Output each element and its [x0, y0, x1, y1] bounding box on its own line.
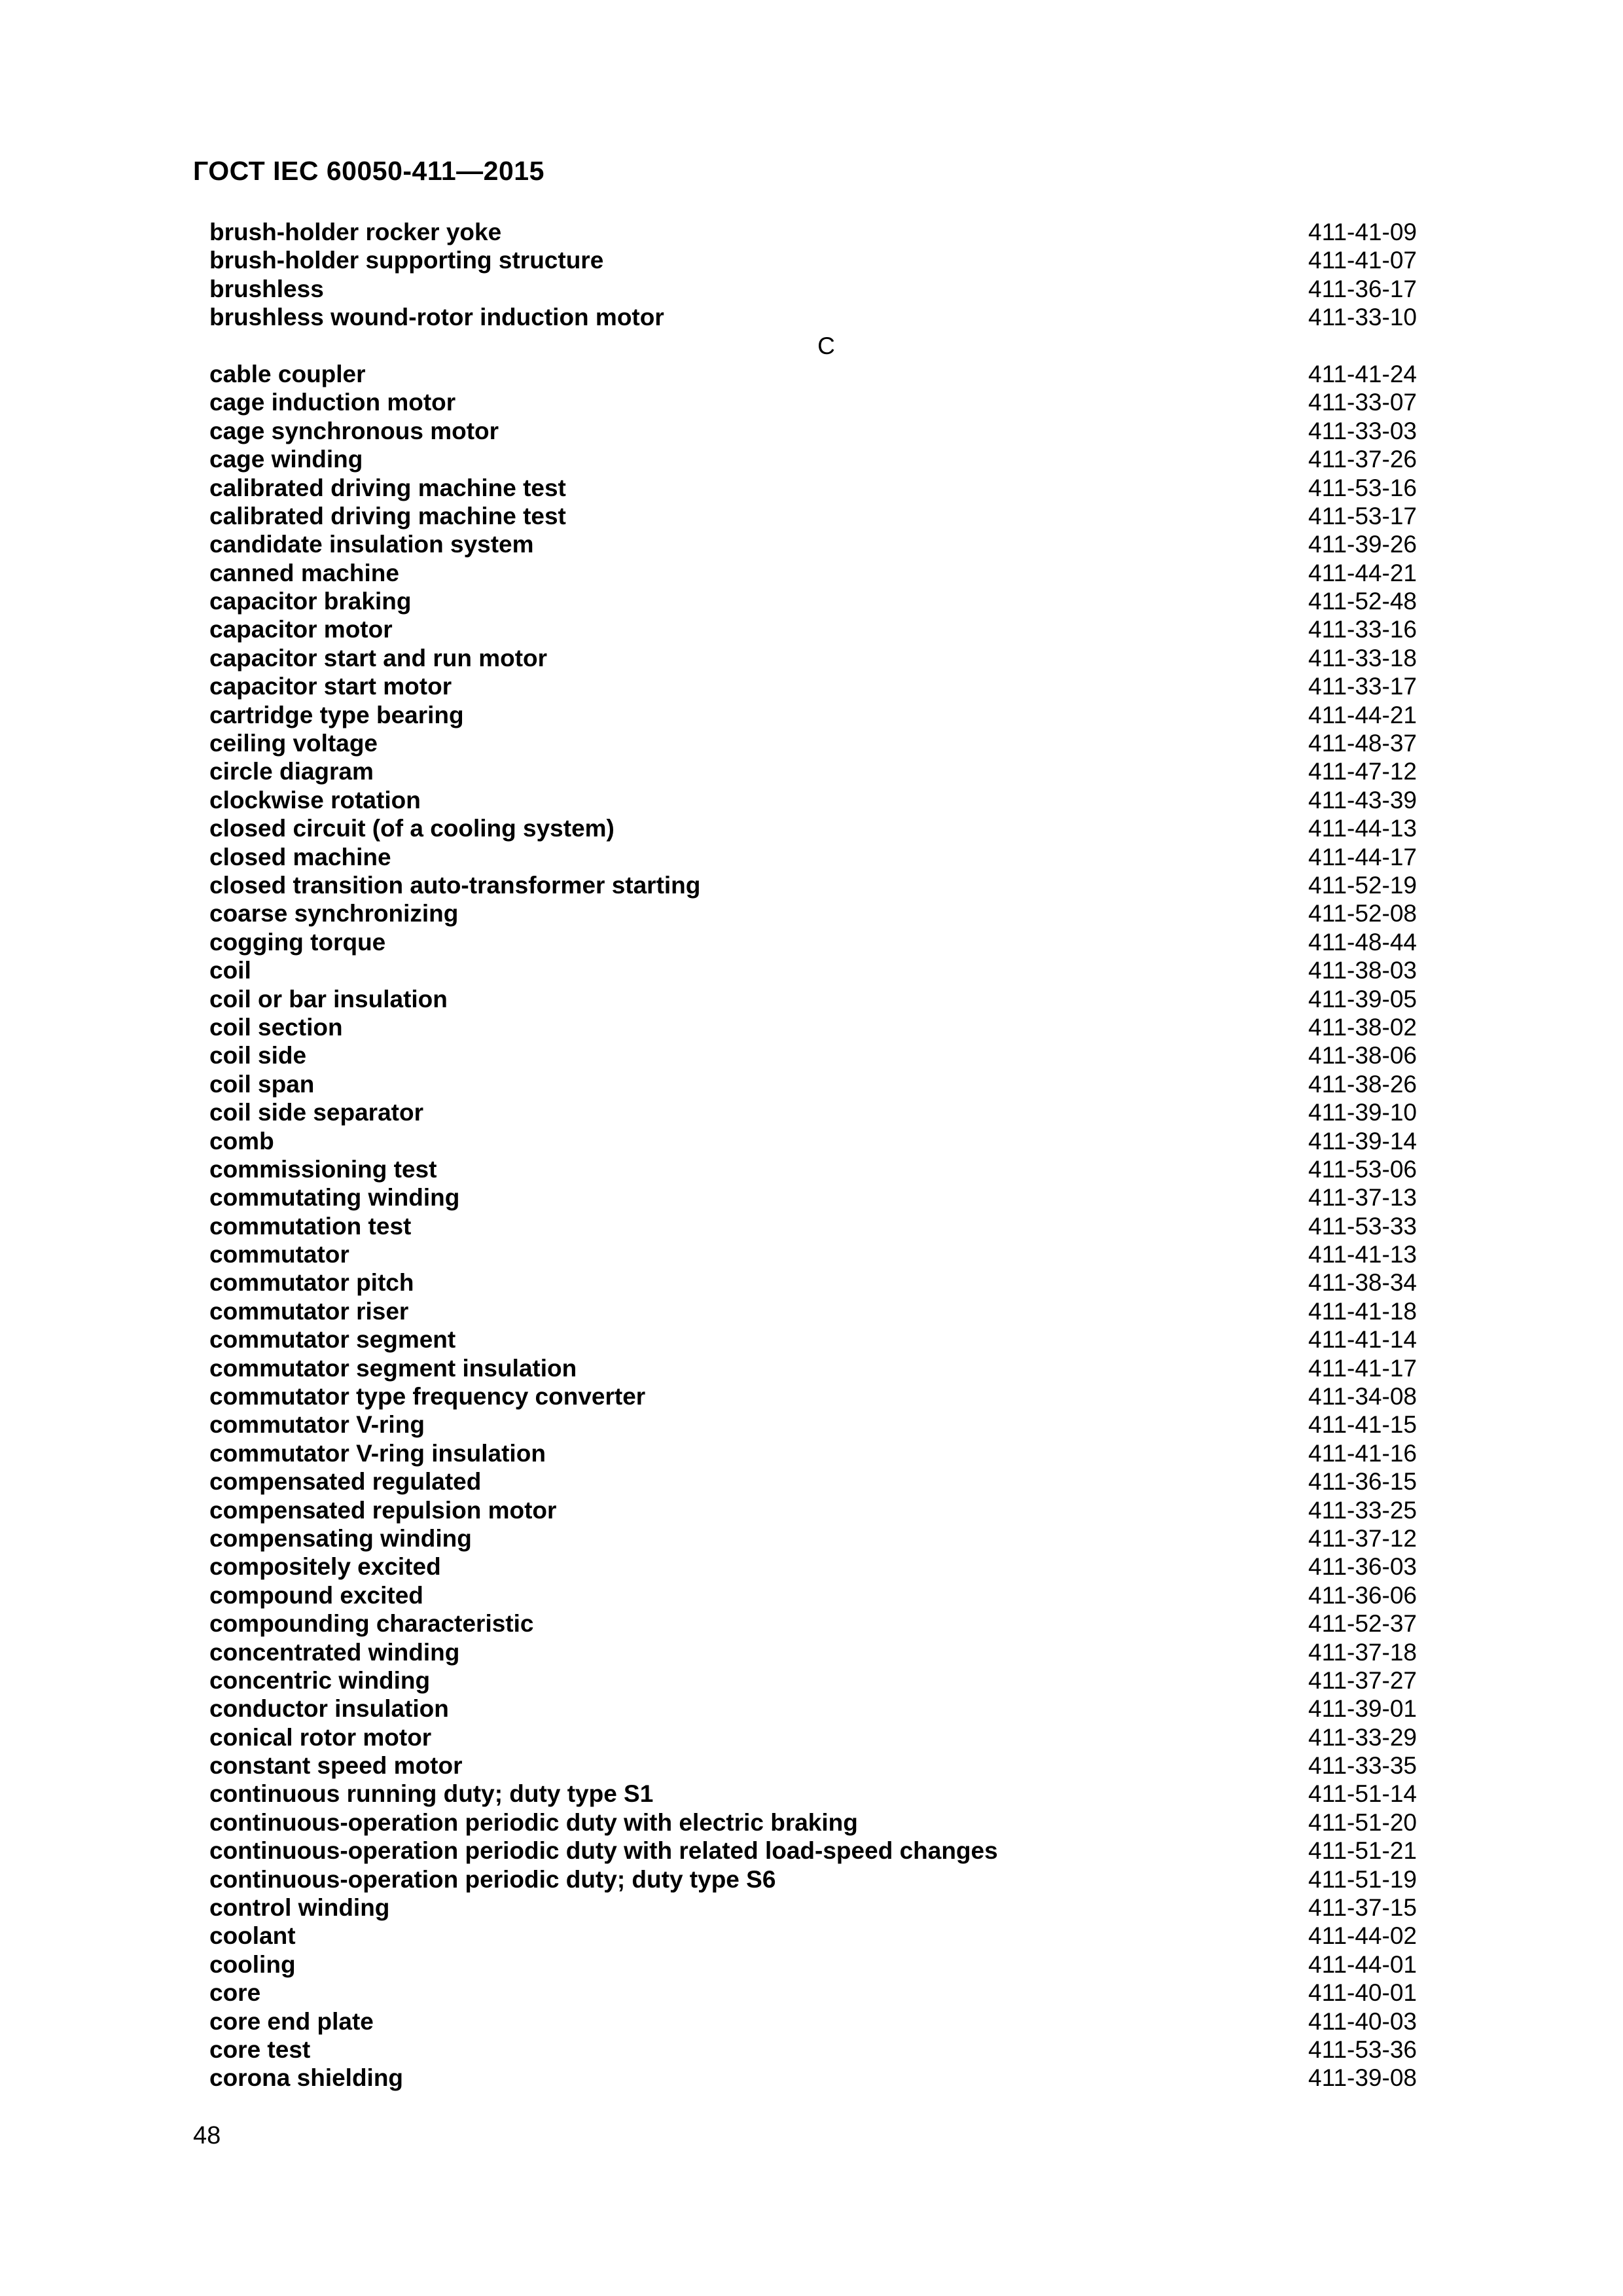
index-term: control winding [209, 1894, 390, 1922]
index-entry [209, 644, 1417, 672]
index-entry [209, 1723, 1417, 1751]
index-term: corona shielding [209, 2064, 404, 2092]
index-code: 411-41-14 [1308, 1326, 1417, 1354]
index-term: calibrated driving machine test [209, 502, 566, 529]
index-term: capacitor motor [209, 616, 393, 643]
index-term: calibrated driving machine test [209, 474, 566, 501]
index-term: cogging torque [209, 928, 386, 956]
index-entry [209, 1013, 1417, 1041]
index-code: 411-52-48 [1308, 588, 1417, 615]
index-entry [209, 1183, 1417, 1211]
index-code: 411-51-19 [1308, 1865, 1417, 1893]
index-entry [209, 1950, 1417, 1979]
index-entry [209, 417, 1417, 445]
index-code: 411-39-01 [1308, 1695, 1417, 1723]
index-code: 411-53-36 [1308, 2036, 1417, 2063]
index-term: brushless [209, 275, 324, 302]
index-entry [209, 1922, 1417, 1950]
index-term: cable coupler [209, 360, 366, 387]
index-code: 411-44-17 [1308, 843, 1417, 870]
index-term: constant speed motor [209, 1752, 463, 1780]
index-entry [209, 1410, 1417, 1439]
index-term: commutator segment [209, 1326, 456, 1354]
index-entry [209, 1212, 1417, 1240]
index-entry [209, 1496, 1417, 1524]
index-code: 411-44-02 [1308, 1922, 1417, 1950]
index-term: compound excited [209, 1581, 423, 1609]
index-entry [209, 218, 1417, 246]
index-code: 411-39-10 [1308, 1099, 1417, 1126]
index-entry [209, 1751, 1417, 1780]
index-code: 411-37-12 [1308, 1524, 1417, 1552]
index-code: 411-38-03 [1308, 957, 1417, 984]
index-code: 411-38-02 [1308, 1013, 1417, 1041]
document-header: ГОСТ IEC 60050-411—2015 [193, 156, 544, 186]
index-entry [209, 956, 1417, 984]
index-entry [209, 1155, 1417, 1183]
index-term: coil or bar insulation [209, 985, 448, 1013]
index-entry [209, 2007, 1417, 2036]
index-entry [209, 729, 1417, 757]
index-entry [209, 899, 1417, 927]
index-code: 411-53-33 [1308, 1212, 1417, 1240]
index-code: 411-39-26 [1308, 531, 1417, 558]
index-code: 411-51-20 [1308, 1808, 1417, 1836]
index-entry [209, 559, 1417, 587]
index-term: capacitor braking [209, 588, 412, 615]
index-term: coil span [209, 1070, 315, 1098]
index-term: comb [209, 1127, 274, 1155]
index-code: 411-33-16 [1308, 616, 1417, 643]
index-entry [209, 1098, 1417, 1126]
index-entry [209, 1240, 1417, 1268]
index-entry [209, 1524, 1417, 1552]
index-code: 411-39-05 [1308, 985, 1417, 1013]
index-term: core end plate [209, 2007, 374, 2035]
index-code: 411-36-06 [1308, 1581, 1417, 1609]
index-term: cage winding [209, 446, 363, 473]
index-term: continuous-operation periodic duty with electric braking [209, 1808, 858, 1836]
index-code: 411-44-01 [1308, 1950, 1417, 1978]
index-code: 411-33-25 [1308, 1496, 1417, 1524]
index-term: commissioning test [209, 1155, 437, 1183]
index-code: 411-41-16 [1308, 1439, 1417, 1467]
index-term: commutation test [209, 1212, 412, 1240]
index-code: 411-33-18 [1308, 644, 1417, 672]
index-term: brush-holder supporting structure [209, 247, 604, 274]
index-term: commutator segment insulation [209, 1354, 577, 1382]
index-term: commutator [209, 1241, 349, 1268]
index-term: compensated repulsion motor [209, 1496, 557, 1524]
index-entry [209, 1837, 1417, 1865]
index-code: 411-47-12 [1308, 758, 1417, 785]
index-code: 411-53-06 [1308, 1155, 1417, 1183]
index-entry [209, 1354, 1417, 1382]
index-code: 411-41-09 [1308, 219, 1417, 245]
index-entry [209, 1439, 1417, 1467]
index-entry [209, 474, 1417, 502]
index-code: 411-44-21 [1308, 559, 1417, 586]
index-entry [209, 757, 1417, 785]
index-entry [209, 1865, 1417, 1893]
index-entry [209, 530, 1417, 558]
index-term: closed machine [209, 843, 391, 870]
index-entry [209, 1808, 1417, 1837]
index-code: 411-37-13 [1308, 1184, 1417, 1211]
index-entry [209, 786, 1417, 814]
index-code: 411-52-19 [1308, 871, 1417, 899]
index-entry [209, 388, 1417, 416]
index-term: capacitor start motor [209, 673, 452, 700]
index-entry [209, 275, 1417, 303]
index-entry [209, 1127, 1417, 1155]
index-code: 411-33-10 [1308, 304, 1417, 331]
index-term: closed transition auto-transformer starting [209, 871, 701, 899]
index-term: circle diagram [209, 758, 374, 785]
index-code: 411-36-03 [1308, 1553, 1417, 1581]
section-letter: C [817, 332, 835, 359]
index-term: coil side [209, 1042, 307, 1069]
index-entry [209, 928, 1417, 956]
index-code: 411-37-26 [1308, 446, 1417, 473]
index-entry [209, 672, 1417, 700]
index-entry [209, 1695, 1417, 1723]
index-code: 411-51-21 [1308, 1837, 1417, 1865]
index-term: candidate insulation system [209, 531, 534, 558]
index-code: 411-53-16 [1308, 474, 1417, 501]
index-entry [209, 1979, 1417, 2007]
index-code: 411-41-15 [1308, 1411, 1417, 1439]
index-term: continuous running duty; duty type S1 [209, 1780, 654, 1808]
index-code: 411-51-14 [1308, 1780, 1417, 1808]
index-entry [209, 360, 1417, 388]
index-code: 411-44-13 [1308, 815, 1417, 842]
page-number: 48 [193, 2122, 221, 2149]
index-term: commutator type frequency converter [209, 1383, 646, 1410]
index-entry [209, 1041, 1417, 1069]
index-entry [209, 2064, 1417, 2092]
index-code: 411-36-15 [1308, 1468, 1417, 1496]
index-term: clockwise rotation [209, 786, 421, 814]
index-term: ceiling voltage [209, 730, 378, 757]
index-term: commutating winding [209, 1184, 460, 1211]
index-term: coil [209, 957, 251, 984]
index-entry [209, 843, 1417, 871]
index-term: commutator V-ring [209, 1411, 425, 1439]
index-entry [209, 1325, 1417, 1354]
index-entry [209, 871, 1417, 899]
index-code: 411-33-29 [1308, 1723, 1417, 1751]
index-entry [209, 1268, 1417, 1297]
index-code: 411-40-03 [1308, 2007, 1417, 2035]
index-code: 411-33-35 [1308, 1752, 1417, 1780]
index-term: conical rotor motor [209, 1723, 432, 1751]
index-code: 411-39-14 [1308, 1127, 1417, 1155]
index-code: 411-41-07 [1308, 247, 1417, 274]
index-entry [209, 1638, 1417, 1666]
index-code: 411-41-18 [1308, 1297, 1417, 1325]
index-entry [209, 1070, 1417, 1098]
index-code: 411-34-08 [1308, 1383, 1417, 1410]
index-entry [209, 701, 1417, 729]
index-code: 411-36-17 [1308, 275, 1417, 302]
index-term: core [209, 1979, 261, 2007]
index-code: 411-43-39 [1308, 786, 1417, 814]
index-entry [209, 1893, 1417, 1922]
index-entry [209, 502, 1417, 530]
index-code: 411-52-37 [1308, 1610, 1417, 1638]
index-entry [209, 1609, 1417, 1638]
index-term: concentrated winding [209, 1638, 460, 1666]
index-entry [209, 1552, 1417, 1581]
index-term: compensating winding [209, 1524, 472, 1552]
index-entry [209, 1780, 1417, 1808]
index-code: 411-39-08 [1308, 2064, 1417, 2092]
index-entry [209, 1581, 1417, 1609]
index-code: 411-53-17 [1308, 502, 1417, 529]
index-code: 411-37-27 [1308, 1666, 1417, 1694]
index-code: 411-41-17 [1308, 1354, 1417, 1382]
index-term: coil section [209, 1013, 343, 1041]
index-entry [209, 1467, 1417, 1496]
index-code: 411-37-15 [1308, 1894, 1417, 1922]
index-term: compositely excited [209, 1553, 441, 1581]
index-term: coolant [209, 1922, 296, 1950]
index-entry [209, 1382, 1417, 1410]
index-code: 411-33-07 [1308, 389, 1417, 416]
index-term: compensated regulated [209, 1468, 482, 1496]
index-term: canned machine [209, 559, 399, 586]
index-term: closed circuit (of a cooling system) [209, 815, 615, 842]
index-term: continuous-operation periodic duty with related load-speed changes [209, 1837, 998, 1865]
index-code: 411-48-44 [1308, 928, 1417, 956]
index-entry [209, 985, 1417, 1013]
index-term: conductor insulation [209, 1695, 449, 1723]
index-code: 411-37-18 [1308, 1638, 1417, 1666]
index-code: 411-44-21 [1308, 701, 1417, 728]
index-term: concentric winding [209, 1666, 431, 1694]
index-code: 411-41-24 [1308, 360, 1417, 387]
index-code: 411-38-26 [1308, 1070, 1417, 1098]
index-term: brushless wound-rotor induction motor [209, 304, 664, 331]
index-term: core test [209, 2036, 311, 2063]
index-code: 411-38-06 [1308, 1042, 1417, 1069]
index-code: 411-38-34 [1308, 1269, 1417, 1297]
index-entry [209, 1297, 1417, 1325]
index-entry [209, 587, 1417, 615]
index-entry [209, 2036, 1417, 2064]
index-term: compounding characteristic [209, 1610, 534, 1638]
index-entry [209, 303, 1417, 331]
index-term: cooling [209, 1950, 296, 1978]
index-term: coarse synchronizing [209, 900, 459, 927]
index-code: 411-33-03 [1308, 417, 1417, 444]
index-term: cage induction motor [209, 389, 456, 416]
index-term: coil side separator [209, 1099, 423, 1126]
index-term: brush-holder rocker yoke [209, 219, 502, 245]
index-term: continuous-operation periodic duty; duty type S6 [209, 1865, 776, 1893]
index-entry [209, 445, 1417, 473]
index-code: 411-52-08 [1308, 900, 1417, 927]
index-entry [209, 1666, 1417, 1695]
index-term: commutator pitch [209, 1269, 414, 1297]
index-entry [209, 814, 1417, 842]
index-term: capacitor start and run motor [209, 644, 548, 672]
index-code: 411-48-37 [1308, 730, 1417, 757]
index-term: commutator riser [209, 1297, 409, 1325]
term-index-list [209, 218, 1417, 2092]
index-entry [209, 615, 1417, 643]
index-term: commutator V-ring insulation [209, 1439, 546, 1467]
index-term: cartridge type bearing [209, 701, 464, 728]
index-term: cage synchronous motor [209, 417, 499, 444]
index-code: 411-40-01 [1308, 1979, 1417, 2007]
index-code: 411-33-17 [1308, 673, 1417, 700]
index-code: 411-41-13 [1308, 1241, 1417, 1268]
index-entry [209, 246, 1417, 274]
